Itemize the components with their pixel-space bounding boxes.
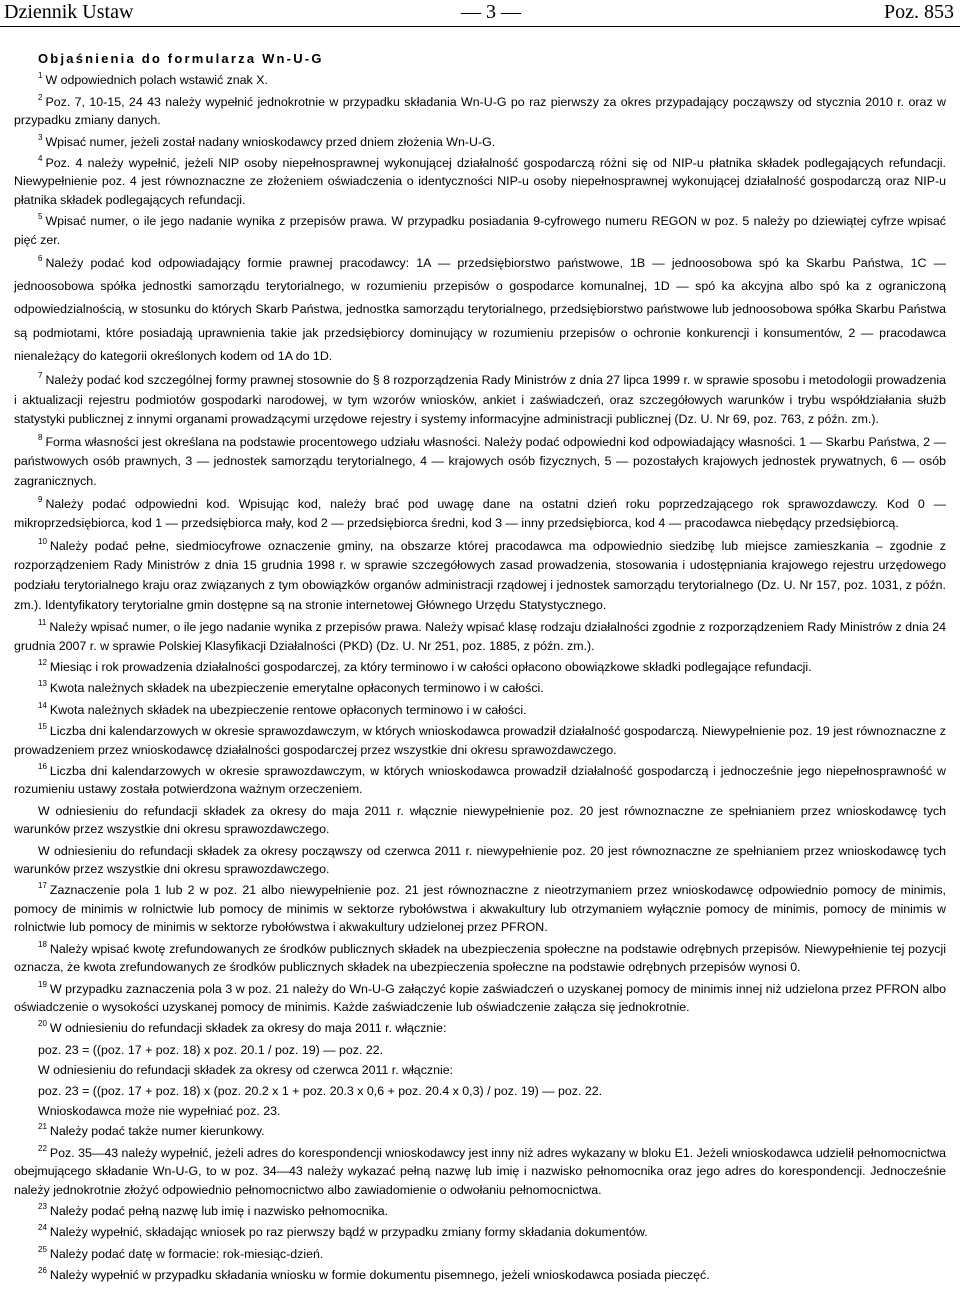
footnote-text: Należy podać pełną nazwę lub imię i nazwisko pełnomocnika. <box>49 1203 389 1218</box>
footnote-text: Kwota należnych składek na ubezpieczenie rentowe opłaconych terminowo i w całości. <box>49 702 527 717</box>
footnote-text: W odpowiednich polach wstawić znak X. <box>45 73 268 88</box>
footnote-number: 6 <box>38 254 43 264</box>
footnote-text: Liczba dni kalendarzowych w okresie sprawozdawczym, w których wnioskodawca prowadził działalność gospodarczą i jednocześnie jego niepełnosprawność w rozumieniu ustawy została potwierdzona ważnym orzeczeniem. <box>14 764 946 797</box>
footnote-11 <box>14 618 946 655</box>
footnote-text: Należy podać kod szczególnej formy prawnej stosownie do § 8 rozporządzenia Rady Ministrów z dnia 27 lipca 1999 r. w sprawie sposobu i metodologii prowadzenia i aktualizacji rejestru podmiotów gospodarki narodowej, w tym wzorów wniosków, ankiet i zaświadczeń, oraz szczegółowych warunków i trybu współdziałania służb statystyki publicznej z innymi organami prowadzącymi urzędowe rejestry i systemy informacyjne administracji publicznej (Dz. U. Nr 69, poz. 763, z późn. zm.). <box>14 373 946 427</box>
footnote-16-para-2 <box>14 802 946 839</box>
footnote-number: 3 <box>38 132 43 142</box>
footnote-text: Liczba dni kalendarzowych w okresie sprawozdawczym, w których wnioskodawca prowadził działalność gospodarczą. Niewypełnienie poz. 19 jest równoznaczne z prowadzeniem przez wnioskodawcę działalności gospodarczej przez wszystkie dni okresu sprawozdawczego. <box>14 724 946 757</box>
footnote-15 <box>14 722 946 759</box>
footnote-text: Należy wpisać kwotę zrefundowanych ze środków publicznych składek na ubezpieczenia społeczne na podstawie odrębnych przepisów. Niewypełnienie tej pozycji oznacza, że kwota zrefundowanych ze środków publicznych składek na ubezpieczenia społeczne na podstawie odrębnych przepisów wynosi 0. <box>14 941 946 975</box>
footnote-1 <box>14 71 946 89</box>
footnote-3 <box>14 133 946 151</box>
footnote-number: 26 <box>38 1266 47 1276</box>
footnote-number: 10 <box>38 536 47 546</box>
footnote-number: 5 <box>38 212 43 222</box>
footnote-number: 13 <box>38 679 47 689</box>
footnote-text: Poz. 7, 10-15, 24 43 należy wypełnić jednokrotnie w przypadku składania Wn-U-G po raz pierwszy za okres przypadający począwszy od stycznia 2010 r. oraz w przypadku zmiany danych. <box>14 94 946 128</box>
footnotes-section <box>14 50 946 1288</box>
footnote-text: Należy podać datę w formacie: rok-miesiąc-dzień. <box>49 1246 324 1261</box>
footnote-number: 19 <box>38 979 47 989</box>
journal-name: Dziennik Ustaw <box>4 1 134 23</box>
footnote-26 <box>14 1266 946 1284</box>
footnote-4 <box>14 154 946 209</box>
footnote-number: 1 <box>38 71 43 81</box>
footnote-text: Należy wypełnić w przypadku składania wniosku w formie dokumentu pisemnego, jeżeli wnioskodawca posiada pieczęć. <box>49 1268 710 1283</box>
footnote-20 <box>14 1019 946 1037</box>
footnote-text: Należy podać pełne, siedmiocyfrowe oznaczenie gminy, na obszarze której pracodawca ma odpowiednio siedzibę lub miejsce zamieszkania – zgodnie z rozporządzeniem Rady Ministrów z dnia 15 grudnia 1998 r. w sprawie szczegółowych zasad prowadzenia, stosowania i udostępniania krajowego rejestru urzędowego podziału terytorialnego kraju oraz związanych z tym obowiązków organów administracji rządowej i jednostek samorządu terytorialnego (Dz. U. Nr 157, poz. 1031, z późn. zm.). Identyfikatory terytorialne gmin dostępne są na stronie internetowej Głównego Urzędu Statystycznego. <box>14 538 946 612</box>
footnote-text: Należy podać kod odpowiadający formie prawnej pracodawcy: 1A — przedsiębiorstwo państwowe, 1B — jednoosobowa spó ka Skarbu Państwa, 1C — jednoosobowa spółka jednostki samorządu terytorialnego, w rozumieniu przepisów o gospodarce komunalnej, 1D — spó ka akcyjna albo spó ka z ograniczoną odpowiedzialnością, w stosunku do których Skarb Państwa, jednostka samorządu terytorialnego, przedsiębiorstwo państwowe lub jednoosobowa spółka Skarbu Państwa są podmiotami, które posiadają uprawnienia takie jak przedsiębiorcy dominujący w rozumieniu przepisów o ochronie konkurencji i konsumentów, 2 — pracodawca nienależący do kategorii określonych kodem od 1A do 1D. <box>14 256 946 363</box>
footnote-number: 9 <box>38 494 43 504</box>
footnote-9 <box>14 495 946 534</box>
footnote-text: Należy wypełnić, składając wniosek po raz pierwszy bądź w przypadku zmiany formy składania dokumentów. <box>49 1225 648 1240</box>
footnote-2 <box>14 93 946 130</box>
footnote-17 <box>14 881 946 936</box>
footnote-7 <box>14 371 946 430</box>
footnote-16 <box>14 762 946 799</box>
footnote-16-para-3 <box>14 842 946 879</box>
footnote-number: 22 <box>38 1143 47 1153</box>
footnote-24 <box>14 1223 946 1241</box>
footnote-number: 21 <box>38 1122 47 1132</box>
footnote-5 <box>14 212 946 249</box>
footnote-number: 17 <box>38 881 47 891</box>
footnote-19 <box>14 980 946 1017</box>
footnote-number: 25 <box>38 1244 47 1254</box>
footnote-text: Należy podać także numer kierunkowy. <box>49 1124 265 1139</box>
footnote-23 <box>14 1202 946 1220</box>
formula-intro-line: W odniesieniu do refundacji składek za okresy od czerwca 2011 r. włącznie: <box>38 1063 454 1078</box>
footnote-text: Poz. 35—43 należy wypełnić, jeżeli adres do korespondencji wnioskodawcy jest inny niż adres wykazany w bloku E1. Jeżeli wnioskodawca udzielił pełnomocnictwa obejmującego składanie Wn-U-G, to w poz. 34—43 należy wykazać pełną nazwę lub imię i nazwisko pełnomocnika oraz jego adres do korespondencji. Jednocześnie należy jednokrotnie złożyć odpowiednio pełnomocnictwo albo zawiadomienie o odwołaniu pełnomocnictwa. <box>14 1145 946 1197</box>
footnote-25 <box>14 1245 946 1263</box>
footnote-text: Poz. 4 należy wypełnić, jeżeli NIP osoby niepełnosprawnej wykonującej działalność gospodarczą różni się od NIP-u płatnika składek podlegających refundacji. Niewypełnienie poz. 4 jest równoznaczne ze złożeniem oświadczenia o identyczności NIP-u osoby niepełnosprawnej wykonującej działalność gospodarczą oraz NIP-u płatnika składek podlegających refundacji. <box>14 156 946 207</box>
footnote-number: 2 <box>38 92 43 102</box>
footnote-text: Należy podać odpowiedni kod. Wpisując kod, należy brać pod uwagę dane na ostatni dzień roku poprzedzającego rok sprawozdawczy. Kod 0 — mikroprzedsiębiorca, kod 1 — przedsiębiorca mały, kod 2 — przedsiębiorca średni, kod 3 — inny przedsiębiorca, kod 4 — pracodawca niebędący przedsiębiorcą. <box>14 496 946 531</box>
footnote-number: 8 <box>38 432 43 442</box>
footnote-number: 4 <box>38 154 43 164</box>
footnote-text: Miesiąc i rok prowadzenia działalności gospodarczej, za który terminowo i w całości opłacono obowiązkowe składki podlegające refundacji. <box>49 660 812 675</box>
footnote-text: Wpisać numer, o ile jego nadanie wynika z przepisów prawa. W przypadku posiadania 9-cyfrowego numeru REGON w poz. 5 należy po dziewiątej cyfrze wpisać pięć zer. <box>14 214 946 247</box>
footnote-text: Wpisać numer, jeżeli został nadany wnioskodawcy przed dniem złożenia Wn-U-G. <box>45 134 496 149</box>
footnote-8 <box>14 433 946 492</box>
footnote-text: W odniesieniu do refundacji składek za okresy począwszy od czerwca 2011 r. niewypełnienie poz. 20 jest równoznaczne ze spełnianiem przez wnioskodawcę tych warunków przez wszystkie dni okresu sprawozdawczego. <box>14 843 946 877</box>
footnote-text: Kwota należnych składek na ubezpieczenie emerytalne opłaconych terminowo i w całości. <box>49 681 544 696</box>
footnote-21 <box>14 1122 946 1140</box>
formula-note-line: Wnioskodawca może nie wypełniać poz. 23. <box>38 1103 281 1118</box>
page-number: — 3 — <box>461 1 521 23</box>
formula-line: poz. 23 = ((poz. 17 + poz. 18) x poz. 20.1 / poz. 19) — poz. 22. <box>38 1042 384 1057</box>
footnote-text: W przypadku zaznaczenia pola 3 w poz. 21 należy do Wn-U-G załączyć kopie zaświadczeń o uzyskanej pomocy de minimis innej niż udzielona przez PFRON albo oświadczenie o wysokości uzyskanej pomocy de minimis. Każde zaświadczenie lub oświadczenie załącza się jednokrotnie. <box>14 981 946 1014</box>
footnote-10 <box>14 537 946 615</box>
position-number: Poz. 853 <box>884 1 954 23</box>
footnote-6 <box>14 252 946 368</box>
footnote-number: 12 <box>38 658 47 668</box>
footnote-text: Forma własności jest określana na podstawie procentowego udziału własności. Należy podać odpowiedni kod odpowiadający własności. 1 — Skarbu Państwa, 2 — państwowych osób prawnych, 3 — jednostek samorządu terytorialnego, 4 — krajowych osób fizycznych, 5 — pozostałych krajowych jednostek prywatnych, 6 — osób zagranicznych. <box>14 434 946 489</box>
page-header <box>0 0 960 26</box>
footnote-14 <box>14 701 946 719</box>
footnote-number: 11 <box>38 618 47 628</box>
formula-line: poz. 23 = ((poz. 17 + poz. 18) x (poz. 20.2 x 1 + poz. 20.3 x 0,6 + poz. 20.4 x 0,3) / poz. 19) — poz. 22. <box>38 1083 603 1098</box>
footnote-number: 14 <box>38 700 47 710</box>
footnote-22 <box>14 1144 946 1199</box>
footnote-18 <box>14 940 946 977</box>
footnote-number: 7 <box>38 371 43 381</box>
footnote-text: W odniesieniu do refundacji składek za okresy do maja 2011 r. włącznie niewypełnienie poz. 20 jest równoznaczne ze spełnianiem przez wnioskodawcę tych warunków przez wszystkie dni okresu sprawozdawczego. <box>14 803 946 837</box>
footnote-number: 24 <box>38 1223 47 1233</box>
footnote-text: W odniesieniu do refundacji składek za okresy do maja 2011 r. włącznie: <box>49 1021 447 1036</box>
footnote-text: Należy wpisać numer, o ile jego nadanie wynika z przepisów prawa. Należy wpisać klasę rodzaju działalności zgodnie z rozporządzeniem Rady Ministrów z dnia 24 grudnia 2007 r. w sprawie Polskiej Klasyfikacji Działalności (PKD) (Dz. U. Nr 251, poz. 1885, z późn. zm.). <box>14 620 946 653</box>
footnote-12 <box>14 658 946 676</box>
header-rule <box>0 26 960 27</box>
footnote-number: 15 <box>38 722 47 732</box>
footnote-number: 23 <box>38 1201 47 1211</box>
footnote-13 <box>14 679 946 697</box>
footnote-number: 20 <box>38 1019 47 1029</box>
footnote-number: 18 <box>38 939 47 949</box>
footnote-number: 16 <box>38 762 47 772</box>
footnote-text: Zaznaczenie pola 1 lub 2 w poz. 21 albo niewypełnienie poz. 21 jest równoznaczne z nieotrzymaniem przez wnioskodawcę odpowiednio pomocy de minimis, pomocy de minimis w rolnictwie lub pomocy de minimis w sektorze rybołówstwa i akwakultury lub otrzymaniem wyłącznie pomocy de minimis, pomocy de minimis w rolnictwie lub pomocy de minimis w sektorze rybołówstwa i akwakultury udzielonej przez PFRON. <box>14 883 946 935</box>
section-title: Objaśnienia do formularza Wn-U-G <box>38 51 324 66</box>
